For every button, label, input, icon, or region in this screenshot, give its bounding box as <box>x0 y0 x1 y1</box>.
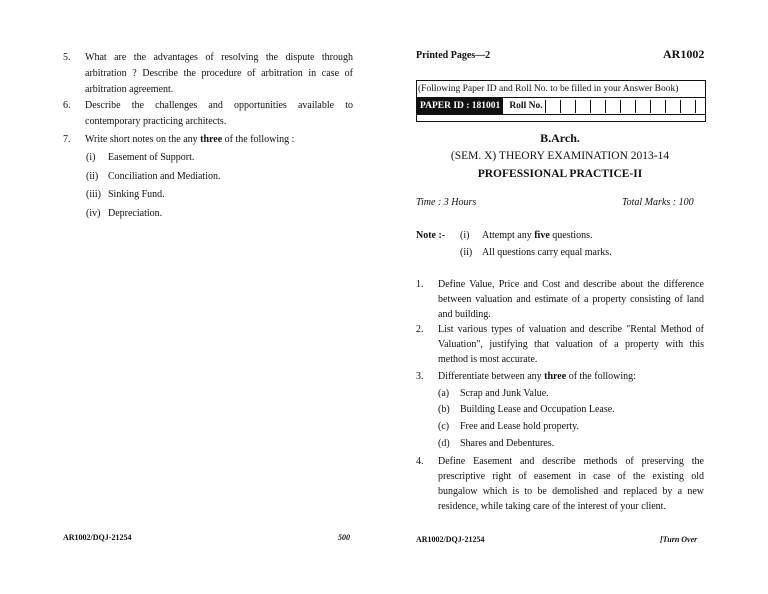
sub-item-number: (d) <box>438 438 450 449</box>
sub-item <box>86 169 220 185</box>
sub-item <box>86 187 165 203</box>
question-number: 4. <box>416 456 424 467</box>
sub-item <box>86 206 162 222</box>
question-number: 5. <box>63 52 71 63</box>
question-text-emphasis: three <box>544 371 567 382</box>
printed-pages: Printed Pages—2 <box>416 50 491 61</box>
sub-item-number: (iii) <box>86 189 101 200</box>
turn-over: [Turn Over <box>660 535 698 544</box>
note-number: (i) <box>460 230 470 241</box>
roll-no-label: Roll No. <box>509 101 543 111</box>
note-text <box>482 228 593 244</box>
total-marks: Total Marks : 100 <box>622 197 694 208</box>
sub-item <box>86 150 194 166</box>
exam-title: (SEM. X) THEORY EXAMINATION 2013-14 <box>450 150 670 162</box>
sub-item-text: Easement of Support. <box>108 152 195 163</box>
paper-info-box <box>416 80 706 122</box>
question-1 <box>416 277 704 322</box>
sub-item-text: Depreciation. <box>108 208 163 219</box>
sub-item-number: (iv) <box>86 208 101 219</box>
sub-item-number: (i) <box>86 152 96 163</box>
question-text: What are the advantages of resolving the dispute through arbitration ? Describe the procedure of arbitration in case of arbitration agreement. <box>85 52 353 95</box>
question-text-part: of the following: <box>566 371 636 382</box>
note-label: Note :- <box>416 230 446 241</box>
sub-item <box>438 436 554 452</box>
note-text-part: questions. <box>549 230 593 241</box>
sub-item <box>438 386 549 402</box>
sub-item-text: Conciliation and Mediation. <box>108 171 221 182</box>
question-text: Define Easement and describe methods of preserving the prescriptive right of easement in case of the existing old bungalow which is to be demolished and replaced by a new residence, while taking care of the interest of your client. <box>438 456 704 512</box>
sub-item-text: Free and Lease hold property. <box>460 421 580 432</box>
note-number: (ii) <box>460 247 473 258</box>
question-text-part: of the following : <box>222 134 295 145</box>
question-5 <box>63 50 353 98</box>
note-text-part: Attempt any <box>482 230 535 241</box>
footer-code-right: AR1002/DQJ-21254 <box>416 535 485 544</box>
sub-item <box>438 419 579 435</box>
sub-item <box>438 402 615 418</box>
sub-item-number: (ii) <box>86 171 99 182</box>
note-text: All questions carry equal marks. <box>482 247 612 258</box>
sub-item-number: (c) <box>438 421 450 432</box>
footer-code-left: AR1002/DQJ-21254 <box>63 533 132 542</box>
question-number: 6. <box>63 100 71 111</box>
question-6 <box>63 98 353 130</box>
question-7 <box>63 132 353 148</box>
paper-code: AR1002 <box>663 47 705 61</box>
question-2 <box>416 322 704 367</box>
question-text: Define Value, Price and Cost and describe about the difference between valuation and estimate of a property consisting of land and building. <box>438 279 704 320</box>
question-text <box>438 369 704 385</box>
question-3 <box>416 369 704 385</box>
question-text <box>85 132 353 148</box>
sub-item-text: Sinking Fund. <box>108 189 165 200</box>
question-number: 3. <box>416 371 424 382</box>
question-number: 1. <box>416 279 424 290</box>
paper-info-note: (Following Paper ID and Roll No. to be filled in your Answer Book) <box>417 81 705 98</box>
sub-item-number: (b) <box>438 404 450 415</box>
subject-title: PROFESSIONAL PRACTICE-II <box>477 168 643 180</box>
note-text-emphasis: five <box>534 230 550 241</box>
question-text: List various types of valuation and describe "Rental Method of Valuation", justifying that valuation of a property with this method is most accurate. <box>438 324 704 365</box>
question-number: 7. <box>63 134 71 145</box>
paper-id: PAPER ID : 181001 <box>417 98 503 114</box>
roll-no-boxes[interactable] <box>545 100 696 113</box>
sub-item-text: Building Lease and Occupation Lease. <box>460 404 615 415</box>
question-4 <box>416 454 704 514</box>
exam-time: Time : 3 Hours <box>416 197 477 208</box>
question-text-part: Differentiate between any <box>438 371 545 382</box>
sub-item-number: (a) <box>438 388 450 399</box>
question-text: Describe the challenges and opportunities available to contemporary practicing architects. <box>85 100 353 127</box>
degree-title: B.Arch. <box>540 131 580 145</box>
footer-count: 500 <box>338 533 350 542</box>
question-text-emphasis: three <box>200 134 223 145</box>
question-number: 2. <box>416 324 424 335</box>
instructions <box>416 228 704 262</box>
sub-item-text: Shares and Debentures. <box>460 438 555 449</box>
question-text-part: Write short notes on the any <box>85 134 201 145</box>
paper-id-row <box>417 98 705 115</box>
sub-item-text: Scrap and Junk Value. <box>460 388 549 399</box>
